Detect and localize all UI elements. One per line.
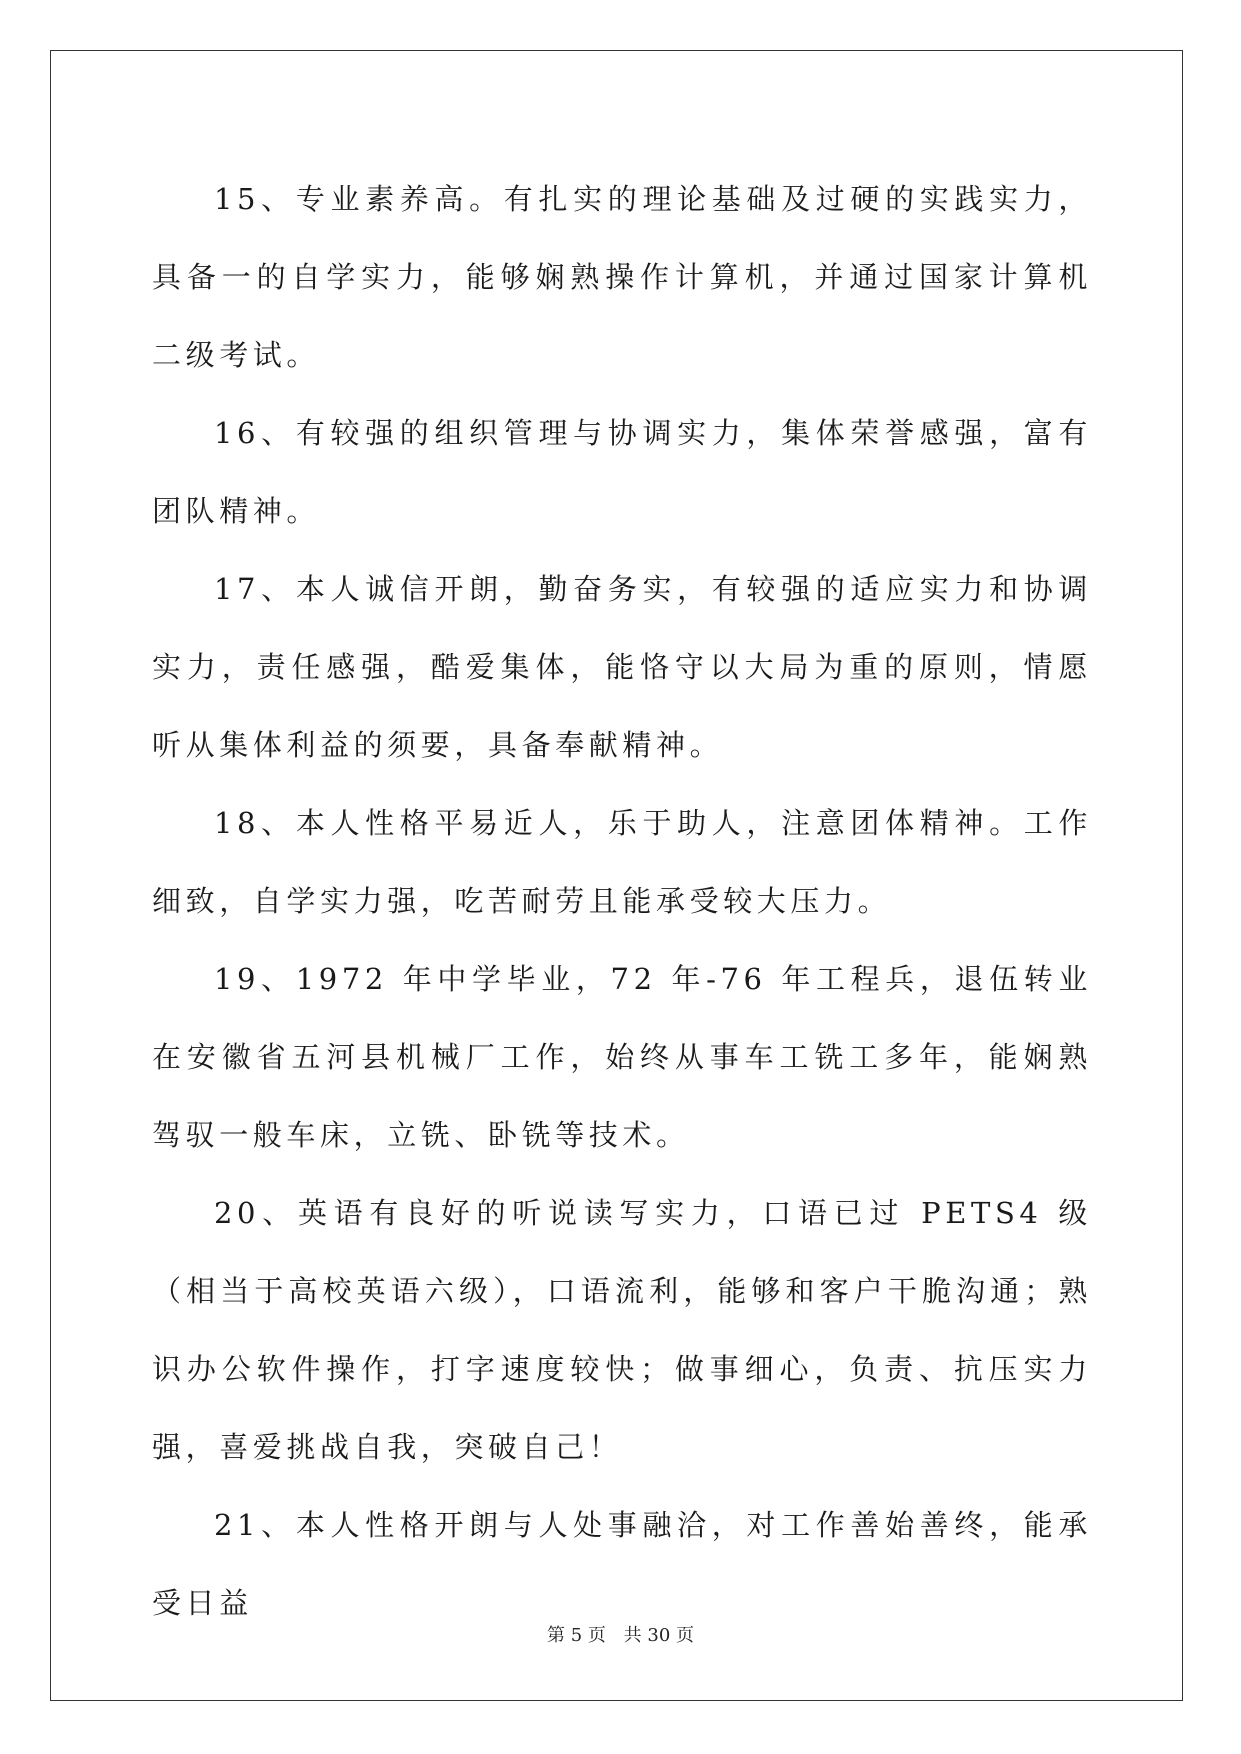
document-body <box>152 160 1092 1642</box>
paragraph-16: 16、有较强的组织管理与协调实力，集体荣誉感强，富有团队精神。 <box>152 416 1092 528</box>
paragraph-20: 20、英语有良好的听说读写实力，口语已过 PETS4 级（相当于高校英语六级），口语流利，能够和客户干脆沟通；熟识办公软件操作，打字速度较快；做事细心，负责、抗压实力强，喜爱挑战自我，突破自己！ <box>152 1196 1092 1464</box>
paragraph-19: 19、1972 年中学毕业，72 年-76 年工程兵，退伍转业在安徽省五河县机械厂工作，始终从事车工铣工多年，能娴熟驾驭一般车床，立铣、卧铣等技术。 <box>152 962 1092 1152</box>
paragraph-21: 21、本人性格开朗与人处事融洽，对工作善始善终，能承受日益 <box>152 1508 1092 1620</box>
page-number: 第 5 页 <box>547 1625 606 1646</box>
paragraph-17: 17、本人诚信开朗，勤奋务实，有较强的适应实力和协调实力，责任感强，酷爱集体，能恪守以大局为重的原则，情愿听从集体利益的须要，具备奉献精神。 <box>152 572 1092 762</box>
paragraph-15: 15、专业素养高。有扎实的理论基础及过硬的实践实力，具备一的自学实力，能够娴熟操作计算机，并通过国家计算机二级考试。 <box>152 182 1092 372</box>
page-total: 共 30 页 <box>623 1625 694 1646</box>
page-footer <box>0 1621 1241 1647</box>
paragraph-18: 18、本人性格平易近人，乐于助人，注意团体精神。工作细致，自学实力强，吃苦耐劳且能承受较大压力。 <box>152 806 1092 918</box>
